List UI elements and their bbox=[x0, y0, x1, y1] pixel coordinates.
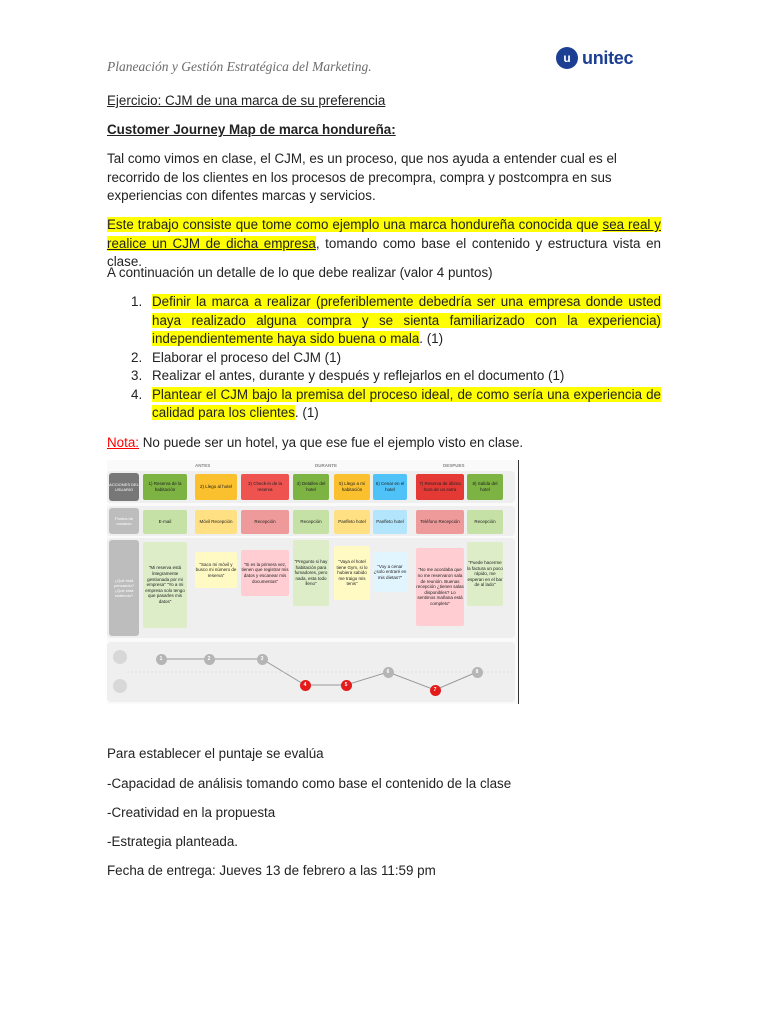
touchpoint-card: Móvil Recepción bbox=[195, 510, 237, 534]
action-card: 2) Llego al hotel bbox=[195, 474, 237, 500]
task-part2: sea real y realice un CJM de dicha empresa bbox=[107, 217, 662, 251]
row-label-actions: ACCIONES DEL USUARIO bbox=[109, 473, 139, 501]
row-label-thoughts: ¿Qué está pensando? ¿Qué está sintiendo? bbox=[109, 540, 139, 636]
touchpoint-card: Recepción bbox=[467, 510, 503, 534]
action-card: 3) Check-in de la reserva bbox=[241, 474, 289, 500]
emotion-node: 3 bbox=[257, 654, 268, 665]
touchpoint-card: Recepción bbox=[241, 510, 289, 534]
item-highlight: Definir la marca a realizar (preferiblemente debedría ser una empresa donde usted haya realizado alguna compra y se sienta familiarizado con la experiencia) independientemente haya sido buena o mala bbox=[152, 294, 661, 346]
item-number: 2. bbox=[131, 349, 143, 365]
note-text: No puede ser un hotel, ya que ese fue el ejemplo visto en clase. bbox=[139, 435, 524, 450]
intro-paragraph: Tal como vimos en clase, el CJM, es un proceso, que nos ayuda a entender cual es el recorrido de los clientes en los procesos de precompra, compra y postcompra en sus experiencias con difentes marcas y servicios. bbox=[107, 151, 617, 203]
thought-card: "Voy a cenar ¿solo entraré en mis dietas?" bbox=[373, 552, 407, 592]
thought-card: "Vaya el hotel tiene Gym, si lo hubiera sabido me traigo mis tenis" bbox=[334, 546, 370, 600]
note bbox=[107, 434, 661, 453]
item-number: 1. bbox=[131, 294, 143, 309]
detail-intro: A continuación un detalle de lo que debe realizar (valor 4 puntos) bbox=[107, 265, 493, 280]
touchpoint-card: E-mail bbox=[143, 510, 187, 534]
task-item-4 bbox=[107, 386, 661, 423]
deadline: Fecha de entrega: Jueves 13 de febrero a las 11:59 pm bbox=[107, 863, 436, 878]
task-part3: , tomando como base el contenido y estructura vista en clase. bbox=[107, 235, 661, 269]
thought-card: "Mi reserva está íntegramente gestionada por mi empresa" "Yo a mi empresa solo tengo que pasarles mis datos" bbox=[143, 542, 187, 628]
course-header: Planeación y Gestión Estratégica del Marketing. bbox=[107, 59, 372, 74]
item-number: 3. bbox=[131, 368, 143, 383]
action-card: 4) Detalles del hotel bbox=[293, 474, 329, 500]
emotion-node: 1 bbox=[156, 654, 167, 665]
thought-card: "Saco mi móvil y busco mi número de reserva" bbox=[195, 552, 237, 588]
action-card: 6) Cenar en el hotel bbox=[373, 474, 407, 500]
note-label: Nota: bbox=[107, 435, 140, 450]
cjm-title: Customer Journey Map de marca hondureña: bbox=[107, 122, 396, 137]
unitec-logo bbox=[556, 47, 633, 69]
emotion-node: 5 bbox=[341, 680, 352, 691]
emotion-node: 7 bbox=[430, 685, 441, 696]
thought-card: "Si es la primera vez, tienen que registrar mis datos y escanear mis documentos" bbox=[241, 550, 289, 596]
emotion-node: 4 bbox=[300, 680, 311, 691]
item-rest: Elaborar el proceso del CJM (1) bbox=[152, 349, 342, 365]
task-item-2 bbox=[107, 349, 661, 368]
exercise-title: Ejercicio: CJM de una marca de su preferencia bbox=[107, 93, 386, 108]
touchpoint-card: Teléfono Recepción bbox=[416, 510, 464, 534]
phase-before: ANTES bbox=[195, 463, 211, 468]
emotion-node: 8 bbox=[472, 667, 483, 678]
action-card: 7) Reserva de última hora de un extra bbox=[416, 474, 464, 500]
action-card: 8) Salida del hotel bbox=[467, 474, 503, 500]
thought-card: "No me acordaba que no me reservaron sala de reunión. Buenas recepción ¿tienen salas disponibles? Lo sentimos mañana está completo" bbox=[416, 548, 464, 626]
item-rest: . (1) bbox=[294, 405, 319, 420]
row-label-touchpoints: Puntos de contacto bbox=[109, 508, 139, 534]
unitec-logo-text: unitec bbox=[582, 47, 634, 68]
task-item-1 bbox=[107, 293, 661, 349]
touchpoint-card: Panfleto hotel bbox=[334, 510, 370, 534]
scoring-item-1: -Capacidad de análisis tomando como base el contenido de la clase bbox=[107, 776, 512, 791]
action-card: 5) Llego a mi habitación bbox=[334, 474, 370, 500]
thought-card: "Pregunto si hay habitación para fumadores, pero nada, esta todo lleno" bbox=[293, 540, 329, 606]
phase-after: DESPUES bbox=[443, 463, 465, 468]
emotion-node: 6 bbox=[383, 667, 394, 678]
action-card: 1) Reserva de la habitación bbox=[143, 474, 187, 500]
scoring-item-2: -Creatividad en la propuesta bbox=[107, 805, 276, 820]
task-item-3 bbox=[107, 367, 661, 386]
unitec-logo-mark: u bbox=[556, 47, 578, 69]
item-highlight: Plantear el CJM bajo la premisa del proceso ideal, de como sería una experiencia de calidad para los clientes bbox=[152, 386, 661, 420]
touchpoint-card: Panfleto hotel bbox=[373, 510, 407, 534]
emotion-curve bbox=[107, 460, 518, 704]
scoring-item-3: -Estrategia planteada. bbox=[107, 834, 239, 849]
item-rest: Realizar el antes, durante y después y reflejarlos en el documento (1) bbox=[152, 368, 565, 383]
task-list bbox=[107, 293, 661, 423]
cjm-figure bbox=[107, 460, 519, 704]
phase-during: DURANTE bbox=[315, 463, 337, 468]
item-rest: . (1) bbox=[419, 331, 444, 346]
emotion-node: 2 bbox=[204, 654, 215, 665]
touchpoint-card: Recepción bbox=[293, 510, 329, 534]
scoring-intro: Para establecer el puntaje se evalúa bbox=[107, 746, 324, 761]
thought-card: "Puede hacerme la factura un poco rápido, me esperan en el bar de al lado" bbox=[467, 542, 503, 606]
item-number: 4. bbox=[131, 386, 143, 402]
task-part1: Este trabajo consiste que tome como ejemplo una marca hondureña conocida que bbox=[107, 217, 603, 232]
